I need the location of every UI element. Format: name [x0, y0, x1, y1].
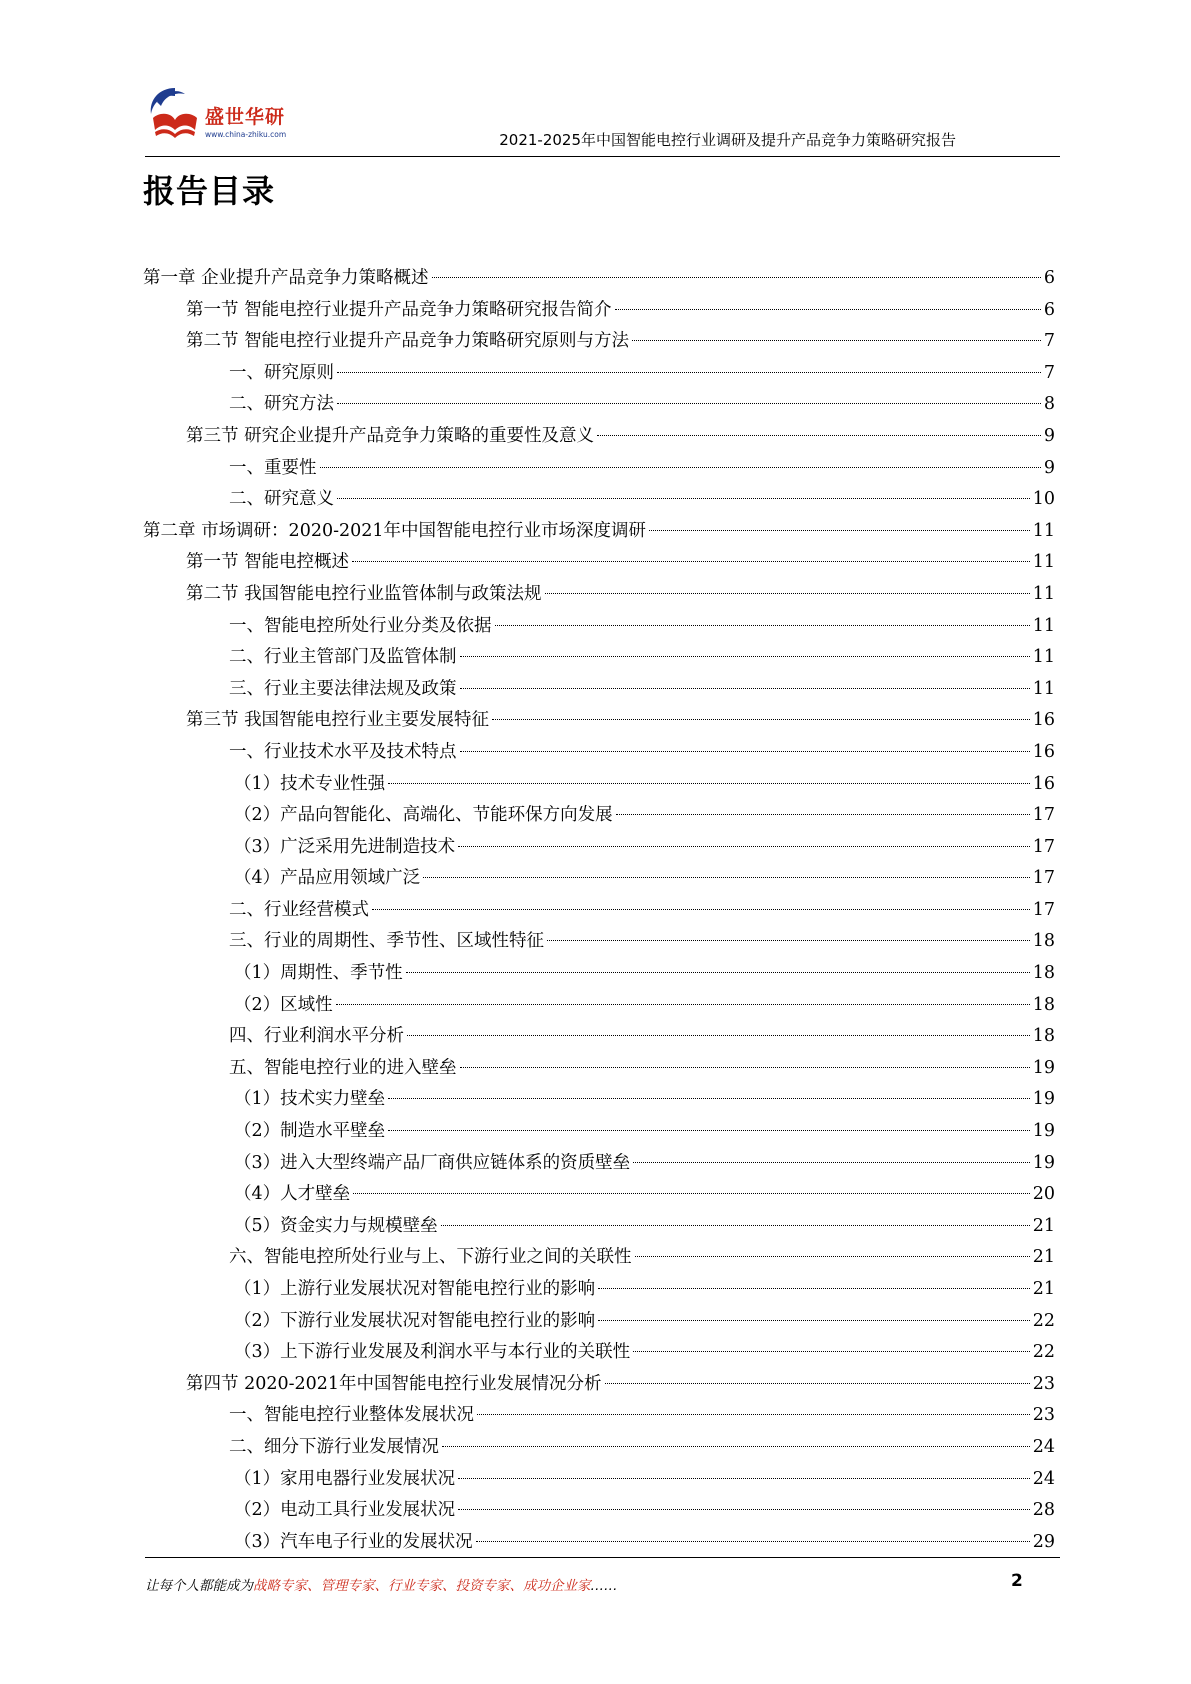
- toc-dot-leader: [458, 1509, 1030, 1510]
- toc-entry-label: （1）周期性、季节性: [234, 963, 403, 984]
- toc-dot-leader: [337, 403, 1041, 404]
- toc-entry-page: 10: [1032, 489, 1055, 510]
- company-logo: [145, 82, 320, 148]
- toc-entry-label: （4）人才壁垒: [234, 1184, 351, 1205]
- toc-dot-leader: [632, 340, 1041, 341]
- toc-entry-page: 22: [1032, 1310, 1055, 1331]
- toc-dot-leader: [547, 940, 1030, 941]
- logo-mark-icon: [145, 82, 205, 144]
- toc-entry-label: 第三节 研究企业提升产品竞争力策略的重要性及意义: [186, 425, 595, 446]
- toc-entry-label: 第二节 智能电控行业提升产品竞争力策略研究原则与方法: [186, 331, 630, 352]
- toc-entry-page: 18: [1032, 994, 1055, 1015]
- toc-entry[interactable]: [143, 926, 1055, 958]
- toc-entry-label: 二、细分下游行业发展情况: [229, 1436, 439, 1457]
- toc-dot-leader: [460, 751, 1030, 752]
- toc-entry[interactable]: [143, 1242, 1055, 1274]
- toc-dot-leader: [352, 561, 1030, 562]
- slogan-suffix: ……: [590, 1578, 618, 1594]
- toc-dot-leader: [616, 814, 1030, 815]
- toc-entry[interactable]: [143, 453, 1055, 485]
- toc-entry-page: 21: [1032, 1279, 1055, 1299]
- toc-entry-label: （2）电动工具行业发展状况: [234, 1500, 456, 1521]
- toc-entry[interactable]: [143, 705, 1055, 737]
- toc-entry[interactable]: [143, 326, 1055, 358]
- toc-entry-page: 11: [1032, 615, 1055, 636]
- toc-entry-label: 第二章 市场调研：2020-2021年中国智能电控行业市场深度调研: [143, 520, 647, 541]
- toc-entry-page: 21: [1032, 1247, 1055, 1268]
- toc-entry[interactable]: [143, 737, 1055, 769]
- toc-dot-leader: [633, 1162, 1030, 1163]
- toc-dot-leader: [545, 593, 1030, 594]
- toc-entry[interactable]: [143, 800, 1055, 832]
- toc-entry-label: （2）下游行业发展状况对智能电控行业的影响: [234, 1310, 596, 1331]
- page-title: 报告目录: [143, 172, 276, 210]
- toc-entry-label: （2）产品向智能化、高端化、节能环保方向发展: [234, 805, 613, 826]
- toc-entry-page: 7: [1043, 331, 1055, 352]
- toc-entry[interactable]: [143, 990, 1055, 1022]
- toc-entry-label: （5）资金实力与规模壁垒: [234, 1215, 438, 1236]
- toc-entry-page: 29: [1032, 1531, 1055, 1552]
- toc-entry-page: 11: [1032, 583, 1055, 604]
- toc-entry-page: 9: [1043, 457, 1055, 478]
- toc-entry-page: 6: [1043, 268, 1055, 288]
- toc-dot-leader: [353, 1193, 1030, 1194]
- toc-entry-label: 一、研究原则: [229, 362, 334, 383]
- toc-entry[interactable]: [143, 1148, 1055, 1180]
- toc-entry-label: （1）上游行业发展状况对智能电控行业的影响: [234, 1279, 596, 1299]
- toc-entry-page: 21: [1032, 1215, 1055, 1236]
- toc-dot-leader: [633, 1351, 1030, 1352]
- toc-entry-page: 18: [1032, 931, 1055, 952]
- toc-entry-label: （4）产品应用领域广泛: [234, 868, 421, 889]
- toc-entry[interactable]: [143, 1527, 1055, 1559]
- toc-entry-label: 第二节 我国智能电控行业监管体制与政策法规: [186, 583, 542, 604]
- toc-entry[interactable]: [143, 1274, 1055, 1306]
- toc-dot-leader: [458, 846, 1030, 847]
- toc-entry-page: 19: [1032, 1152, 1055, 1173]
- toc-entry-page: 9: [1043, 425, 1055, 446]
- toc-entry[interactable]: [143, 863, 1055, 895]
- toc-dot-leader: [442, 1446, 1030, 1447]
- toc-entry[interactable]: [143, 958, 1055, 990]
- toc-dot-leader: [476, 1541, 1030, 1542]
- toc-entry[interactable]: [143, 1306, 1055, 1338]
- toc-entry-page: 17: [1032, 805, 1055, 826]
- slogan-prefix: 让每个人都能成为: [145, 1578, 253, 1594]
- toc-dot-leader: [460, 656, 1030, 657]
- toc-entry-page: 24: [1032, 1468, 1055, 1489]
- toc-dot-leader: [388, 1098, 1030, 1099]
- toc-entry-label: 一、智能电控所处行业分类及依据: [229, 615, 492, 636]
- toc-dot-leader: [336, 1004, 1030, 1005]
- toc-entry-label: 第一节 智能电控概述: [186, 552, 350, 573]
- toc-entry[interactable]: [143, 1179, 1055, 1211]
- toc-entry-page: 19: [1032, 1089, 1055, 1110]
- toc-entry-label: 五、智能电控行业的进入壁垒: [229, 1057, 457, 1078]
- toc-entry[interactable]: [143, 769, 1055, 801]
- toc-entry-page: 17: [1032, 899, 1055, 920]
- toc-entry[interactable]: [143, 642, 1055, 674]
- page-number: 2: [1011, 1571, 1023, 1591]
- toc-dot-leader: [495, 625, 1030, 626]
- report-title: 2021-2025年中国智能电控行业调研及提升产品竞争力策略研究报告: [499, 131, 956, 149]
- toc-entry-page: 20: [1032, 1184, 1055, 1205]
- toc-entry-page: 22: [1032, 1342, 1055, 1363]
- toc-entry-page: 11: [1032, 520, 1055, 541]
- toc-entry-label: 第一章 企业提升产品竞争力策略概述: [143, 268, 429, 288]
- toc-entry[interactable]: [143, 1400, 1055, 1432]
- toc-entry-page: 23: [1032, 1373, 1055, 1394]
- toc-entry[interactable]: [143, 1369, 1055, 1401]
- toc-entry[interactable]: [143, 1116, 1055, 1148]
- toc-dot-leader: [337, 498, 1030, 499]
- toc-entry[interactable]: [143, 895, 1055, 927]
- toc-entry-page: 23: [1032, 1405, 1055, 1426]
- toc-entry-label: 三、行业主要法律法规及政策: [229, 678, 457, 699]
- toc-dot-leader: [597, 435, 1041, 436]
- toc-entry-label: 四、行业利润水平分析: [229, 1026, 404, 1047]
- toc-dot-leader: [615, 309, 1041, 310]
- toc-dot-leader: [406, 972, 1030, 973]
- toc-dot-leader: [320, 467, 1041, 468]
- toc-entry-page: 17: [1032, 868, 1055, 889]
- toc-entry[interactable]: [143, 389, 1055, 421]
- toc-dot-leader: [492, 719, 1030, 720]
- toc-dot-leader: [458, 1478, 1030, 1479]
- toc-entry[interactable]: [143, 1211, 1055, 1243]
- footer-divider: [145, 1557, 1060, 1558]
- toc-entry-page: 28: [1032, 1500, 1055, 1521]
- toc-entry-label: 第一节 智能电控行业提升产品竞争力策略研究报告简介: [186, 299, 612, 320]
- toc-dot-leader: [441, 1225, 1030, 1226]
- toc-entry-label: （3）广泛采用先进制造技术: [234, 836, 456, 857]
- toc-dot-leader: [598, 1288, 1030, 1289]
- toc-entry[interactable]: [143, 1084, 1055, 1116]
- toc-entry-label: 二、行业经营模式: [229, 899, 369, 920]
- toc-entry[interactable]: [143, 1495, 1055, 1527]
- toc-entry[interactable]: [143, 295, 1055, 327]
- slogan-highlight: 战略专家、管理专家、行业专家、投资专家、成功企业家: [253, 1578, 591, 1594]
- toc-entry[interactable]: [143, 1337, 1055, 1369]
- toc-entry-label: 二、研究方法: [229, 394, 334, 415]
- toc-entry[interactable]: [143, 579, 1055, 611]
- toc-dot-leader: [477, 1414, 1030, 1415]
- toc-entry-page: 16: [1032, 741, 1055, 762]
- toc-entry-page: 17: [1032, 836, 1055, 857]
- toc-entry-label: （3）汽车电子行业的发展状况: [234, 1531, 473, 1552]
- toc-entry-label: 一、智能电控行业整体发展状况: [229, 1405, 474, 1426]
- toc-entry[interactable]: [143, 516, 1055, 548]
- footer-slogan: [145, 1574, 618, 1594]
- toc-entry-label: 一、行业技术水平及技术特点: [229, 741, 457, 762]
- toc-entry-label: （2）制造水平壁垒: [234, 1121, 386, 1142]
- toc-entry-label: （3）上下游行业发展及利润水平与本行业的关联性: [234, 1342, 631, 1363]
- toc-dot-leader: [649, 530, 1030, 531]
- toc-entry[interactable]: [143, 1021, 1055, 1053]
- toc-entry[interactable]: [143, 832, 1055, 864]
- toc-dot-leader: [388, 783, 1030, 784]
- toc-entry[interactable]: [143, 421, 1055, 453]
- toc-entry[interactable]: [143, 1053, 1055, 1085]
- toc-entry[interactable]: [143, 674, 1055, 706]
- toc-entry-page: 19: [1032, 1057, 1055, 1078]
- logo-url: www.china-zhiku.com: [205, 130, 287, 139]
- toc-entry[interactable]: [143, 1432, 1055, 1464]
- toc-entry-page: 16: [1032, 773, 1055, 794]
- toc-dot-leader: [432, 277, 1041, 278]
- logo-name: 盛世华研: [205, 106, 286, 128]
- toc-entry-label: 三、行业的周期性、季节性、区域性特征: [229, 931, 544, 952]
- toc-dot-leader: [460, 1067, 1030, 1068]
- toc-dot-leader: [388, 1130, 1030, 1131]
- toc-dot-leader: [372, 909, 1030, 910]
- toc-entry[interactable]: [143, 1464, 1055, 1496]
- toc-entry-page: 7: [1043, 362, 1055, 383]
- page-header: [145, 82, 1060, 157]
- toc-entry-label: 六、智能电控所处行业与上、下游行业之间的关联性: [229, 1247, 632, 1268]
- toc-entry-label: （1）技术专业性强: [234, 773, 386, 794]
- toc-entry-label: 第四节 2020-2021年中国智能电控行业发展情况分析: [186, 1373, 602, 1394]
- toc-entry-page: 11: [1032, 552, 1055, 573]
- toc-entry-page: 6: [1043, 299, 1055, 320]
- toc-entry-label: （2）区域性: [234, 994, 333, 1015]
- toc-dot-leader: [460, 688, 1030, 689]
- toc-entry[interactable]: [143, 547, 1055, 579]
- toc-entry-label: 二、行业主管部门及监管体制: [229, 647, 457, 668]
- toc-dot-leader: [423, 877, 1030, 878]
- toc-entry-page: 8: [1043, 394, 1055, 415]
- toc-entry-page: 18: [1032, 963, 1055, 984]
- toc-entry-page: 11: [1032, 678, 1055, 699]
- toc-entry-label: （1）家用电器行业发展状况: [234, 1468, 456, 1489]
- toc-entry-page: 24: [1032, 1436, 1055, 1457]
- toc-entry-page: 19: [1032, 1121, 1055, 1142]
- table-of-contents: [143, 263, 1055, 1558]
- toc-entry-label: 第三节 我国智能电控行业主要发展特征: [186, 710, 490, 731]
- toc-dot-leader: [598, 1320, 1030, 1321]
- toc-entry[interactable]: [143, 484, 1055, 516]
- toc-entry[interactable]: [143, 611, 1055, 643]
- toc-entry-page: 16: [1032, 710, 1055, 731]
- toc-entry[interactable]: [143, 358, 1055, 390]
- toc-dot-leader: [407, 1035, 1030, 1036]
- toc-dot-leader: [605, 1383, 1030, 1384]
- toc-dot-leader: [635, 1256, 1030, 1257]
- toc-dot-leader: [337, 372, 1041, 373]
- toc-entry-page: 11: [1032, 647, 1055, 668]
- toc-entry[interactable]: [143, 263, 1055, 295]
- toc-entry-label: 二、研究意义: [229, 489, 334, 510]
- toc-entry-label: （1）技术实力壁垒: [234, 1089, 386, 1110]
- toc-entry-page: 18: [1032, 1026, 1055, 1047]
- toc-entry-label: 一、重要性: [229, 457, 317, 478]
- toc-entry-label: （3）进入大型终端产品厂商供应链体系的资质壁垒: [234, 1152, 631, 1173]
